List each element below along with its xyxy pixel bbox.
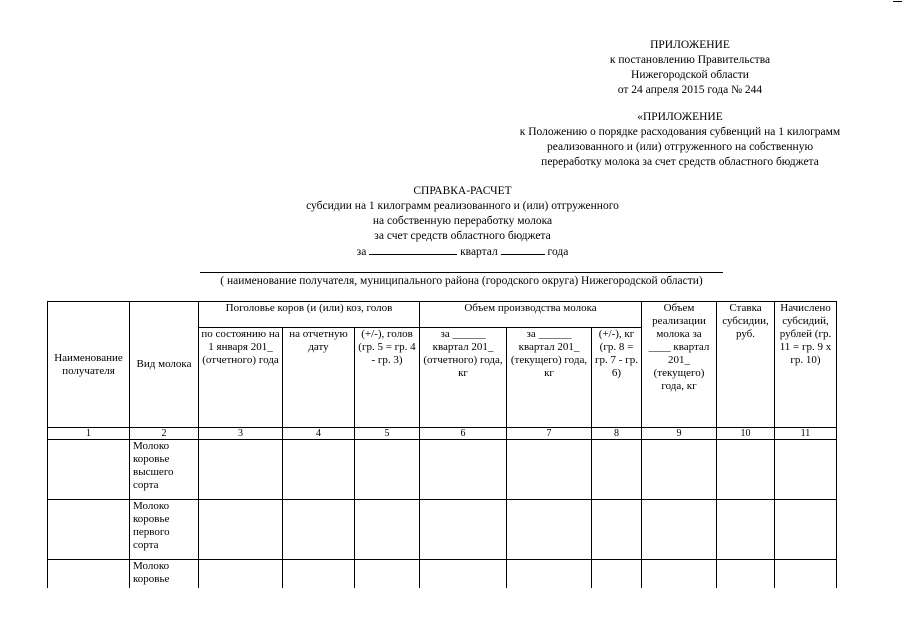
regulation-line: реализованного и (или) отгруженного на собственную [546, 141, 814, 153]
header-col8: (+/-), кг (гр. 8 = гр. 7 - гр. 6) [592, 328, 642, 428]
appendix-line: Нижегородской области [631, 69, 749, 81]
data-cell[interactable] [717, 560, 775, 589]
scan-mark [893, 1, 902, 2]
data-cell[interactable] [283, 500, 355, 560]
data-cell[interactable] [420, 560, 507, 589]
data-cell[interactable] [642, 560, 717, 589]
title-line: субсидии на 1 килограмм реализованного и (или) отгруженного [306, 200, 619, 212]
column-number: 5 [355, 428, 420, 440]
data-cell[interactable] [642, 440, 717, 500]
milk-type-cell: Молоко коровье высшего сорта [130, 440, 199, 500]
column-number: 3 [199, 428, 283, 440]
header-col9: Объем реализации молока за ____ квартал 201_ (текущего) года, кг [642, 302, 717, 428]
data-cell[interactable] [199, 500, 283, 560]
table-row [48, 560, 837, 589]
regulation-line: переработку молока за счет средств областного бюджета [541, 156, 819, 168]
appendix-line: к постановлению Правительства [609, 54, 771, 66]
column-number: 4 [283, 428, 355, 440]
data-cell[interactable] [507, 440, 592, 500]
period-quarter-label: квартал [460, 246, 498, 258]
document-title [200, 184, 725, 260]
title-line: на собственную переработку молока [372, 215, 553, 227]
data-cell[interactable] [355, 560, 420, 589]
data-cell[interactable] [507, 560, 592, 589]
header-recipient: Наименование получателя [48, 302, 130, 428]
column-number: 11 [775, 428, 837, 440]
data-cell[interactable] [775, 560, 837, 589]
subsidy-table [47, 301, 837, 588]
data-cell[interactable] [420, 500, 507, 560]
appendix-line: ПРИЛОЖЕНИЕ [650, 39, 730, 51]
appendix-header [560, 38, 820, 98]
column-number-row [48, 428, 837, 440]
milk-type-cell: Молоко коровье [130, 560, 199, 589]
column-number: 7 [507, 428, 592, 440]
data-cell[interactable] [420, 440, 507, 500]
regulation-line: к Положению о порядке расходования субвенций на 1 килограмм [519, 126, 841, 138]
period-year-label: года [547, 246, 569, 258]
data-cell[interactable] [592, 440, 642, 500]
data-cell[interactable] [355, 440, 420, 500]
data-cell[interactable] [775, 440, 837, 500]
quarter-blank [369, 244, 457, 255]
appendix-line: от 24 апреля 2015 года № 244 [617, 84, 763, 96]
period-line [200, 244, 725, 260]
data-cell[interactable] [283, 560, 355, 589]
column-number: 8 [592, 428, 642, 440]
table-row [48, 440, 837, 500]
column-number: 6 [420, 428, 507, 440]
column-number: 10 [717, 428, 775, 440]
year-blank [501, 244, 545, 255]
recipient-cell[interactable] [48, 560, 130, 589]
data-cell[interactable] [775, 500, 837, 560]
header-livestock-group: Поголовье коров (и (или) коз, голов [199, 302, 420, 328]
header-col6: за ______ квартал 201_ (отчетного) года, кг [420, 328, 507, 428]
data-cell[interactable] [717, 440, 775, 500]
header-col7: за ______ квартал 201_ (текущего) года, кг [507, 328, 592, 428]
data-cell[interactable] [642, 500, 717, 560]
column-number: 9 [642, 428, 717, 440]
header-production-group: Объем производства молока [420, 302, 642, 328]
milk-type-cell: Молоко коровье первого сорта [130, 500, 199, 560]
header-col10: Ставка субсидии, руб. [717, 302, 775, 428]
header-milk-type: Вид молока [130, 302, 199, 428]
title-line: за счет средств областного бюджета [374, 230, 551, 242]
table-row [48, 500, 837, 560]
table-header-row [48, 302, 837, 328]
header-col3: по состоянию на 1 января 201_ (отчетного) года [199, 328, 283, 428]
header-col5: (+/-), голов (гр. 5 = гр. 4 - гр. 3) [355, 328, 420, 428]
title-heading: СПРАВКА-РАСЧЕТ [413, 185, 512, 197]
recipient-cell[interactable] [48, 500, 130, 560]
data-cell[interactable] [717, 500, 775, 560]
header-col4: на отчетную дату [283, 328, 355, 428]
period-for-label: за [356, 246, 367, 258]
header-col11: Начислено субсидий, рублей (гр. 11 = гр. 9 х гр. 10) [775, 302, 837, 428]
data-cell[interactable] [592, 560, 642, 589]
data-cell[interactable] [199, 560, 283, 589]
regulation-line: «ПРИЛОЖЕНИЕ [637, 111, 723, 123]
recipient-cell[interactable] [48, 440, 130, 500]
data-cell[interactable] [199, 440, 283, 500]
data-cell[interactable] [283, 440, 355, 500]
data-cell[interactable] [507, 500, 592, 560]
data-cell[interactable] [592, 500, 642, 560]
recipient-name-line [200, 272, 723, 273]
recipient-caption: ( наименование получателя, муниципального района (городского округа) Нижегородской области) [220, 275, 703, 287]
column-number: 1 [48, 428, 130, 440]
regulation-header [480, 110, 880, 170]
data-cell[interactable] [355, 500, 420, 560]
column-number: 2 [130, 428, 199, 440]
